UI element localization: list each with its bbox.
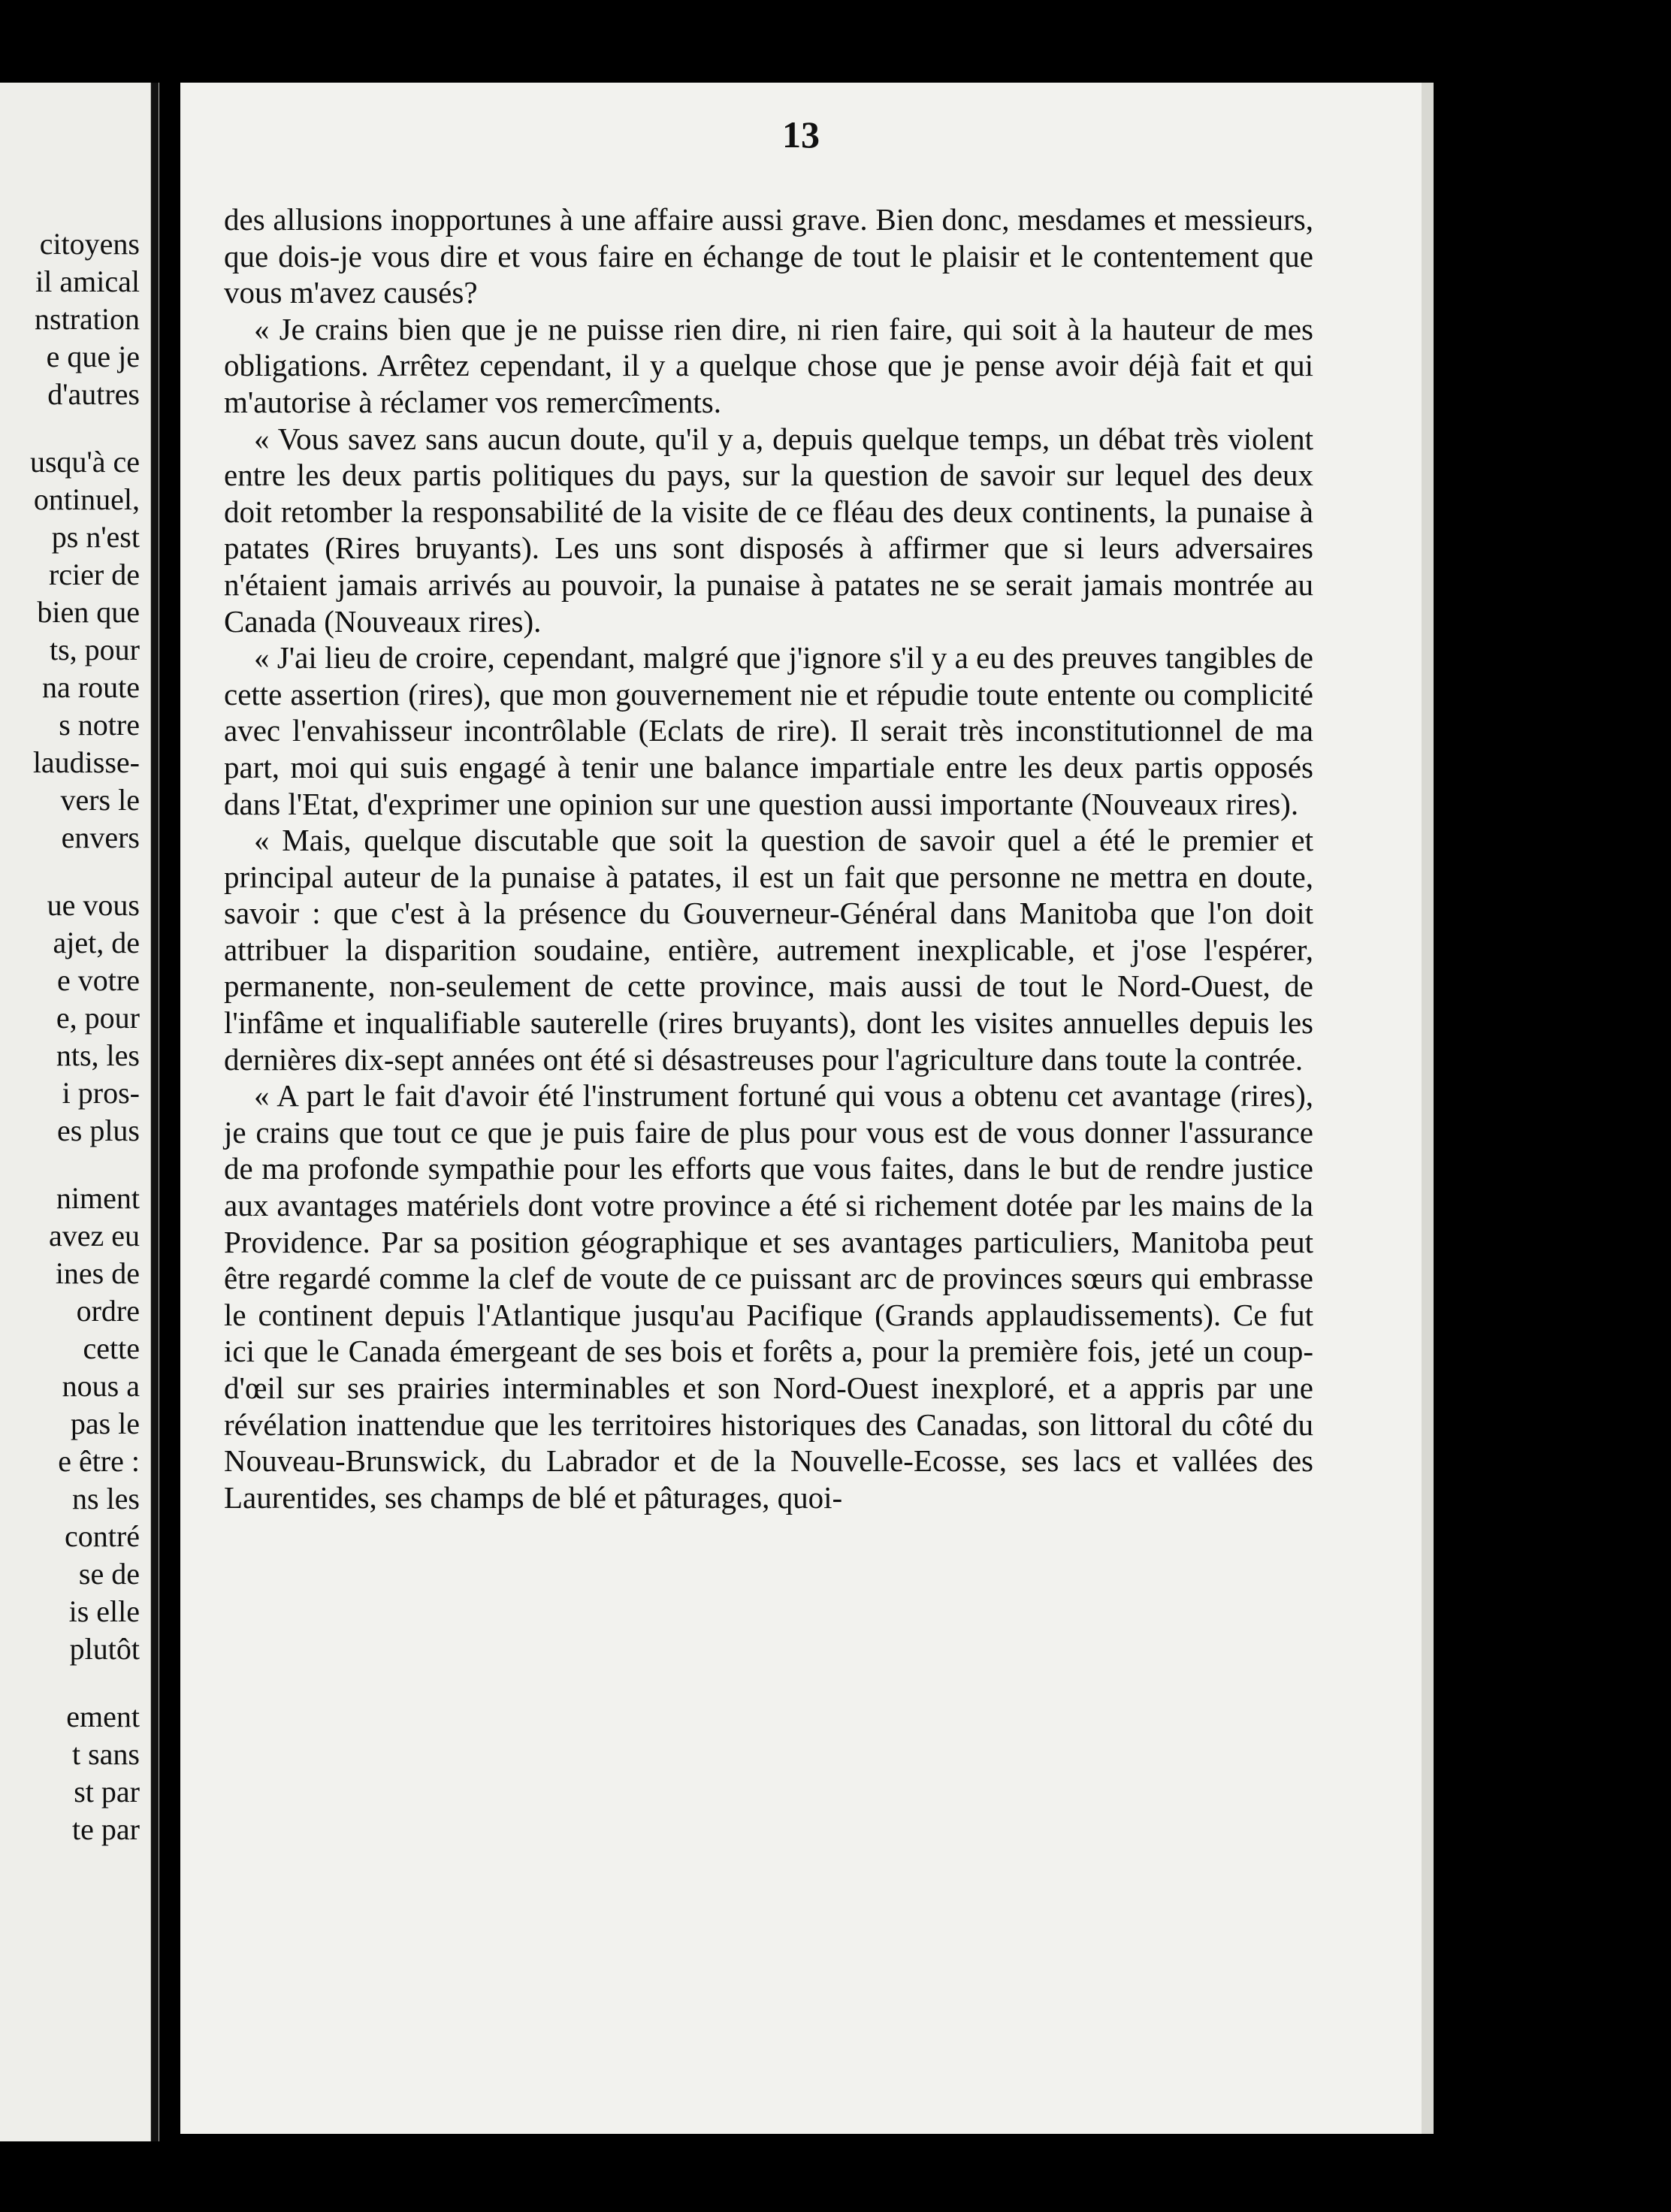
facing-page-line [30,1150,140,1180]
facing-page-line: vers le [60,783,140,817]
facing-page-line: e votre [57,963,140,997]
facing-page-line [30,857,140,887]
paragraph-4: « J'ai lieu de croire, cependant, malgré que j'ignore s'il y a eu des preuves tangibles de cette assertion (rires), que mon gouvernement nie et répudie toute entente ou complicité avec l'envahisseur incontrôlable (Eclats de rire). Il serait très inconstitutionnel de ma part, moi qui suis engagé à tenir une balance impartiale entre les deux partis opposés dans l'Etat, d'exprimer une opinion sur une question aussi importante (Nouveaux rires). [224,640,1313,821]
facing-page-line: bien que [37,595,140,629]
facing-page-line: ue vous [47,888,140,922]
facing-page-line: d'autres [47,377,140,411]
facing-page-line: ordre [76,1294,140,1328]
facing-page-line: envers [61,820,140,854]
facing-page-line: avez eu [48,1219,140,1253]
facing-page-line [30,413,140,443]
paragraph-3: « Vous savez sans aucun doute, qu'il y a, depuis quelque temps, un débat très violent entre les deux partis politiques du pays, sur la question de savoir sur lequel des deux doit retomber la responsabilité de la visite de ce fléau des deux continents, la punaise à patates (Rires bruyants). Les uns sont disposés à affirmer que si leurs adversaires n'étaient jamais arrivés au pouvoir, la punaise à patates ne se serait jamais montrée au Canada (Nouveaux rires). [224,421,1313,639]
facing-page-line: usqu'à ce [29,445,140,479]
paragraph-1: des allusions inopportunes à une affaire aussi grave. Bien donc, mesdames et messieurs, que dois-je vous dire et vous faire en échange de tout le plaisir et le contentement que vous m'avez causés? [224,202,1313,310]
facing-page-line: s notre [59,708,140,742]
paragraph-6: « A part le fait d'avoir été l'instrument fortuné qui vous a obtenu cet avantage (rires), je crains que tout ce que je puis faire de plus pour vous est de vous donner l'assurance de ma profonde sympathie pour les efforts que vous faites, dans le but de rendre justice aux avantages matériels dont votre province a été si richement dotée par les mains de la Providence. Par sa position géographique et ses avantages particuliers, Manitoba peut être regardé comme la clef de voute de ce puissant arc de provinces sœurs qui embrasse le continent depuis l'Atlantique jusqu'au Pacifique (Grands applaudissements). Ce fut ici que le Canada émergeant de ses bois et forêts a, pour la première fois, jeté un coup-d'œil sur ses prairies interminables et son Nord-Ouest inexploré, et a appris par une révélation inattendue que les territoires historiques des Canadas, son littoral du côté du Nouveau-Brunswick, du Labrador et de la Nouvelle-Ecosse, ses lacs et vallées des Laurentides, ses champs de blé et pâturages, quoi- [224,1078,1313,1515]
facing-page-line: ajet, de [53,926,140,959]
facing-page-lines [30,225,140,1848]
facing-page-line: plutôt [69,1632,140,1666]
facing-page-line: cette [83,1331,140,1365]
facing-page-line [30,1668,140,1698]
facing-page-line: e être : [58,1444,140,1478]
facing-page-line: es plus [57,1114,140,1147]
facing-page-line: il amical [35,264,140,298]
facing-page-line: i pros- [62,1076,140,1110]
facing-page-line: e, pour [56,1001,140,1035]
page-number: 13 [782,113,820,156]
facing-page-line: nous a [62,1369,140,1403]
facing-page-line: citoyens [39,227,140,261]
facing-page-line: na route [42,670,140,704]
facing-page-line: ement [66,1700,140,1733]
facing-page-line: te par [72,1812,140,1846]
binding-edge [151,83,159,2141]
facing-page-line: ps n'est [51,520,140,554]
facing-page-line: contré [65,1519,140,1553]
facing-page-line: ns les [72,1482,140,1515]
facing-page-line: is elle [68,1594,140,1628]
facing-page-line: ontinuel, [33,482,140,516]
facing-page-line: rcier de [48,558,140,591]
facing-page-line: t sans [72,1737,140,1771]
facing-page-line: pas le [70,1407,140,1440]
paragraph-5: « Mais, quelque discutable que soit la question de savoir quel a été le premier et principal auteur de la punaise à patates, il est un fait que personne ne mettra en doute, savoir : que c'est à la présence du Gouverneur-Général dans Manitoba que l'on doit attribuer la disparition soudaine, entière, autrement inexplicable, et j'ose l'espérer, permanente, non-seulement de cette province, mais aussi de tout le Nord-Ouest, de l'infâme et inqualifiable sauterelle (rires bruyants), dont les visites annuelles depuis les dernières dix-sept années ont été si désastreuses pour l'agriculture dans toute la contrée. [224,823,1313,1077]
facing-page-line: ts, pour [50,633,140,666]
facing-page-line: laudisse- [32,745,140,779]
paragraph-2: « Je crains bien que je ne puisse rien dire, ni rien faire, qui soit à la hauteur de mes obligations. Arrêtez cependant, il y a quelque chose que je pense avoir déjà fait et qui m'autorise à réclamer vos remercîments. [224,311,1313,419]
page-body [224,201,1313,1515]
page-edge [1422,83,1434,2134]
facing-page-line: nstration [35,302,140,336]
facing-page-line: e que je [46,340,140,373]
book-page [180,83,1422,2134]
facing-page-line: niment [56,1181,140,1215]
facing-page-line: nts, les [56,1038,140,1072]
facing-page-line: se de [78,1557,140,1591]
facing-page-fragment [0,83,150,2141]
facing-page-line: ines de [55,1256,140,1290]
facing-page-line: st par [74,1775,140,1809]
